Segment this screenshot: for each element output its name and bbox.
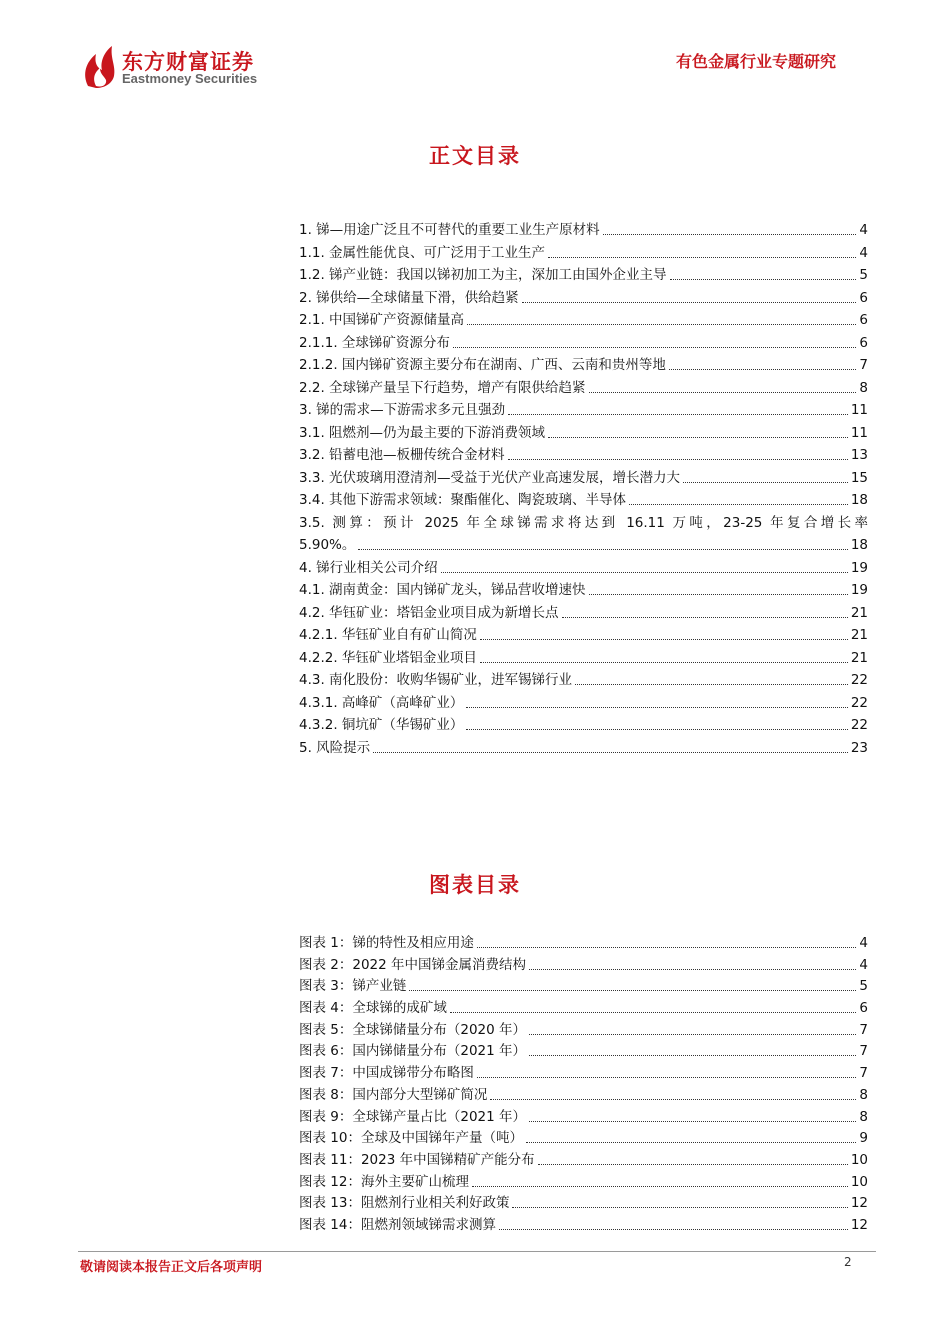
toc-entry-page: 15 bbox=[850, 469, 868, 486]
dot-leader bbox=[490, 1099, 856, 1100]
toc-entry-text: 3. 锑的需求—下游需求多元且强劲 bbox=[299, 402, 506, 418]
dot-leader bbox=[529, 1034, 856, 1035]
toc-entry-text: 1.1. 金属性能优良、可广泛用于工业生产 bbox=[299, 244, 546, 261]
figure-entry-page: 12 bbox=[850, 1216, 868, 1233]
figure-entry[interactable] bbox=[299, 1065, 868, 1081]
figure-entry-text: 图表 10：全球及中国锑年产量（吨） bbox=[299, 1130, 523, 1147]
toc-entry-page: 19 bbox=[850, 559, 868, 576]
toc-entry[interactable] bbox=[299, 740, 868, 756]
figure-entry-text: 图表 14：阻燃剂领域锑需求测算 bbox=[299, 1216, 496, 1233]
toc-entry-page: 23 bbox=[850, 739, 868, 756]
toc-entry[interactable] bbox=[299, 447, 868, 463]
toc-entry-page: 4 bbox=[859, 222, 868, 238]
figure-entry-page: 8 bbox=[859, 1086, 868, 1103]
dot-leader bbox=[499, 1229, 848, 1230]
toc-entry-page: 11 bbox=[850, 402, 868, 418]
toc-entry-page: 6 bbox=[859, 334, 868, 351]
figure-entry[interactable] bbox=[299, 1130, 868, 1146]
dot-leader bbox=[562, 617, 848, 618]
figure-entry[interactable] bbox=[299, 1174, 868, 1190]
dot-leader bbox=[538, 1164, 848, 1165]
toc-entry-text: 3.1. 阻燃剂—仍为最主要的下游消费领域 bbox=[299, 424, 546, 441]
toc-entry-text: 2. 锑供给—全球储量下滑，供给趋紧 bbox=[299, 289, 519, 306]
toc-entry-text: 4.3.1. 高峰矿（高峰矿业） bbox=[299, 694, 464, 711]
page-header bbox=[0, 0, 950, 110]
figure-entry[interactable] bbox=[299, 1022, 868, 1038]
figure-entry-page: 10 bbox=[850, 1151, 868, 1168]
dot-leader bbox=[529, 969, 856, 970]
figure-entry-page: 7 bbox=[859, 1021, 868, 1038]
toc-title: 正文目录 bbox=[429, 143, 521, 168]
toc-list bbox=[299, 222, 868, 762]
toc-entry-text: 3.4. 其他下游需求领域：聚酯催化、陶瓷玻璃、半导体 bbox=[299, 492, 627, 508]
toc-entry[interactable] bbox=[299, 402, 868, 418]
dot-leader bbox=[670, 279, 857, 280]
toc-entry[interactable] bbox=[299, 380, 868, 396]
figure-entry[interactable] bbox=[299, 1152, 868, 1168]
dot-leader bbox=[480, 639, 848, 640]
toc-entry-text: 4.2.1. 华钰矿业自有矿山简况 bbox=[299, 627, 477, 643]
toc-entry-text: 4.2.2. 华钰矿业塔铝金业项目 bbox=[299, 649, 477, 666]
figure-entry-page: 7 bbox=[859, 1065, 868, 1082]
toc-entry-page: 5 bbox=[859, 267, 868, 283]
toc-entry-text: 4.1. 湖南黄金：国内锑矿龙头，锑品营收增速快 bbox=[299, 582, 586, 598]
toc-entry-page: 21 bbox=[850, 604, 868, 621]
dot-leader bbox=[603, 234, 857, 235]
toc-entry-page: 6 bbox=[859, 312, 868, 328]
dot-leader bbox=[529, 1055, 856, 1056]
toc-entry[interactable] bbox=[299, 425, 868, 441]
toc-entry-text: 4.3. 南化股份：收购华锡矿业，进军锡锑行业 bbox=[299, 672, 573, 688]
figure-entry-page: 5 bbox=[859, 978, 868, 995]
toc-entry[interactable] bbox=[299, 222, 868, 238]
toc-entry[interactable] bbox=[299, 267, 868, 283]
toc-entry[interactable] bbox=[299, 560, 868, 576]
figure-entry-text: 图表 5：全球锑储量分布（2020 年） bbox=[299, 1021, 527, 1038]
dot-leader bbox=[508, 459, 848, 460]
figure-entry-page: 12 bbox=[850, 1195, 868, 1212]
dot-leader bbox=[450, 1012, 857, 1013]
dot-leader bbox=[548, 257, 856, 258]
toc-entry-page: 7 bbox=[859, 357, 868, 373]
dot-leader bbox=[529, 1121, 856, 1122]
dot-leader bbox=[669, 369, 856, 370]
figure-entry-text: 图表 8：国内部分大型锑矿简况 bbox=[299, 1086, 488, 1103]
toc-entry-page: 21 bbox=[850, 649, 868, 666]
flame-logo-icon bbox=[82, 44, 118, 88]
figure-entry-page: 4 bbox=[859, 956, 868, 973]
page-number: 2 bbox=[844, 1255, 852, 1269]
dot-leader bbox=[466, 707, 847, 708]
toc-entry-text: 4. 锑行业相关公司介绍 bbox=[299, 559, 438, 576]
toc-entry-text: 4.3.2. 铜坑矿（华锡矿业） bbox=[299, 717, 464, 733]
figure-entry[interactable] bbox=[299, 978, 868, 994]
figure-entry-text: 图表 4：全球锑的成矿域 bbox=[299, 1000, 447, 1017]
toc-entry-page: 8 bbox=[859, 379, 868, 396]
toc-entry-text: 1.2. 锑产业链：我国以锑初加工为主，深加工由国外企业主导 bbox=[299, 267, 667, 283]
toc-entry-page: 18 bbox=[850, 492, 868, 508]
dot-leader bbox=[589, 594, 848, 595]
toc-entry-page: 11 bbox=[850, 424, 868, 441]
dot-leader bbox=[477, 947, 857, 948]
figures-list bbox=[299, 935, 868, 1239]
toc-entry[interactable] bbox=[299, 515, 868, 554]
figure-entry-text: 图表 6：国内锑储量分布（2021 年） bbox=[299, 1043, 527, 1060]
toc-entry-text: 3.2. 铅蓄电池—板栅传统合金材料 bbox=[299, 447, 505, 463]
dot-leader bbox=[358, 549, 847, 550]
figure-entry-page: 6 bbox=[859, 1000, 868, 1017]
toc-entry-page: 18 bbox=[850, 537, 868, 553]
dot-leader bbox=[467, 324, 856, 325]
dot-leader bbox=[629, 504, 848, 505]
toc-entry-page: 13 bbox=[850, 447, 868, 463]
figure-entry-page: 8 bbox=[859, 1108, 868, 1125]
dot-leader bbox=[575, 684, 848, 685]
dot-leader bbox=[373, 752, 848, 753]
toc-entry-page: 6 bbox=[859, 289, 868, 306]
figure-entry-text: 图表 3：锑产业链 bbox=[299, 978, 407, 995]
toc-entry[interactable] bbox=[299, 470, 868, 486]
toc-entry[interactable] bbox=[299, 335, 868, 351]
toc-entry[interactable] bbox=[299, 605, 868, 621]
figure-entry-text: 图表 13：阻燃剂行业相关利好政策 bbox=[299, 1195, 510, 1212]
logo-english-name: Eastmoney Securities bbox=[122, 71, 258, 86]
figure-entry[interactable] bbox=[299, 1217, 868, 1233]
dot-leader bbox=[441, 572, 848, 573]
toc-entry-page: 19 bbox=[850, 582, 868, 598]
figure-entry-page: 4 bbox=[859, 935, 868, 951]
dot-leader bbox=[480, 662, 848, 663]
figure-entry-text: 图表 7：中国成锑带分布略图 bbox=[299, 1065, 474, 1082]
dot-leader bbox=[453, 347, 856, 348]
toc-entry-page: 22 bbox=[850, 672, 868, 688]
figure-entry[interactable] bbox=[299, 1000, 868, 1016]
toc-entry[interactable] bbox=[299, 312, 868, 328]
toc-entry[interactable] bbox=[299, 290, 868, 306]
toc-entry[interactable] bbox=[299, 627, 868, 643]
footer-divider bbox=[78, 1251, 876, 1252]
logo-chinese-name: 东方财富证券 bbox=[122, 50, 254, 74]
figure-entry-text: 图表 9：全球锑产量占比（2021 年） bbox=[299, 1108, 527, 1125]
toc-entry-text: 2.1. 中国锑矿产资源储量高 bbox=[299, 312, 465, 328]
toc-entry-text: 3.5. 测算：预计 2025 年全球锑需求将达到 16.11 万吨，23-25 年复合增长率 bbox=[299, 514, 868, 531]
figure-entry-text: 图表 1：锑的特性及相应用途 bbox=[299, 935, 474, 951]
figure-entry-text: 图表 2：2022 年中国锑金属消费结构 bbox=[299, 956, 527, 973]
toc-entry-text: 1. 锑—用途广泛且不可替代的重要工业生产原材料 bbox=[299, 222, 600, 238]
figure-entry-text: 图表 12：海外主要矿山梳理 bbox=[299, 1173, 469, 1190]
figure-entry-page: 10 bbox=[850, 1173, 868, 1190]
dot-leader bbox=[548, 437, 848, 438]
figure-entry-page: 7 bbox=[859, 1043, 868, 1060]
toc-entry-page: 22 bbox=[850, 717, 868, 733]
toc-entry[interactable] bbox=[299, 245, 868, 261]
toc-entry[interactable] bbox=[299, 695, 868, 711]
toc-entry-page: 21 bbox=[850, 627, 868, 643]
figure-entry[interactable] bbox=[299, 1087, 868, 1103]
toc-entry-text: 3.3. 光伏玻璃用澄清剂—受益于光伏产业高速发展，增长潜力大 bbox=[299, 469, 681, 486]
toc-entry[interactable] bbox=[299, 650, 868, 666]
figure-entry[interactable] bbox=[299, 1109, 868, 1125]
toc-entry-page: 22 bbox=[850, 694, 868, 711]
toc-entry[interactable] bbox=[299, 672, 868, 688]
toc-entry[interactable] bbox=[299, 717, 868, 733]
dot-leader bbox=[526, 1142, 856, 1143]
report-type: 有色金属行业专题研究 bbox=[675, 52, 836, 71]
dot-leader bbox=[477, 1077, 857, 1078]
figures-title: 图表目录 bbox=[429, 872, 521, 897]
figure-entry[interactable] bbox=[299, 1195, 868, 1211]
footer-disclaimer: 敬请阅读本报告正文后各项声明 bbox=[80, 1260, 263, 1275]
dot-leader bbox=[508, 414, 848, 415]
toc-entry[interactable] bbox=[299, 492, 868, 508]
toc-entry-text: 5. 风险提示 bbox=[299, 739, 371, 756]
company-logo bbox=[82, 44, 282, 92]
dot-leader bbox=[466, 729, 847, 730]
dot-leader bbox=[683, 482, 848, 483]
figure-entry[interactable] bbox=[299, 957, 868, 973]
toc-entry-text: 2.2. 全球锑产量呈下行趋势，增产有限供给趋紧 bbox=[299, 379, 586, 396]
figure-entry-page: 9 bbox=[859, 1130, 868, 1147]
toc-entry[interactable] bbox=[299, 357, 868, 373]
toc-entry-text-continued: 5.90%。 bbox=[299, 537, 356, 553]
toc-entry-text: 4.2. 华钰矿业：塔铝金业项目成为新增长点 bbox=[299, 604, 559, 621]
figure-entry-text: 图表 11：2023 年中国锑精矿产能分布 bbox=[299, 1151, 535, 1168]
dot-leader bbox=[512, 1207, 847, 1208]
figure-entry[interactable] bbox=[299, 1043, 868, 1059]
toc-entry-text: 2.1.2. 国内锑矿资源主要分布在湖南、广西、云南和贵州等地 bbox=[299, 357, 666, 373]
toc-entry-page: 4 bbox=[859, 244, 868, 261]
dot-leader bbox=[522, 302, 857, 303]
dot-leader bbox=[409, 990, 856, 991]
toc-entry-text: 2.1.1. 全球锑矿资源分布 bbox=[299, 334, 450, 351]
dot-leader bbox=[472, 1186, 848, 1187]
figure-entry[interactable] bbox=[299, 935, 868, 951]
dot-leader bbox=[589, 392, 857, 393]
toc-entry[interactable] bbox=[299, 582, 868, 598]
